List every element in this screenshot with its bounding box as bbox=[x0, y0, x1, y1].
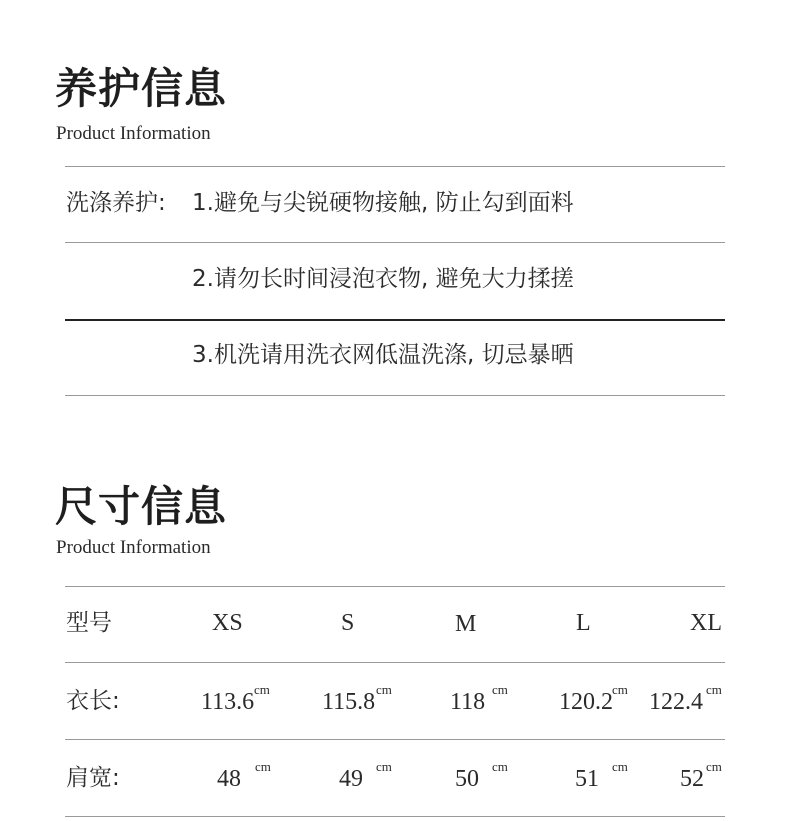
length-unit-l: cm bbox=[612, 682, 628, 697]
shoulder-row-label: 肩宽: bbox=[66, 765, 120, 791]
care-item-3: 3.机洗请用洗衣网低温洗涤, 切忌暴晒 bbox=[192, 342, 574, 368]
length-value-xl: 122.4 bbox=[649, 689, 703, 715]
size-header-m: M bbox=[455, 611, 477, 637]
shoulder-unit-s: cm bbox=[376, 759, 392, 774]
size-section-title: 尺寸信息 bbox=[55, 482, 228, 531]
shoulder-unit-xl: cm bbox=[706, 759, 722, 774]
length-value-s: 115.8 bbox=[322, 689, 376, 715]
size-header-xs: XS bbox=[212, 610, 243, 636]
shoulder-value-xl: 52 bbox=[680, 766, 704, 792]
length-row-label: 衣长: bbox=[66, 688, 120, 714]
shoulder-unit-xs: cm bbox=[255, 759, 271, 774]
length-unit-s: cm bbox=[376, 682, 392, 697]
size-header-label: 型号 bbox=[66, 610, 112, 636]
size-table-divider-bottom bbox=[65, 816, 725, 817]
length-unit-m: cm bbox=[492, 682, 508, 697]
care-item-1: 1.避免与尖锐硬物接触, 防止勾到面料 bbox=[192, 190, 574, 216]
length-value-m: 118 bbox=[450, 689, 486, 715]
shoulder-value-s: 49 bbox=[339, 766, 363, 792]
length-unit-xs: cm bbox=[254, 682, 270, 697]
care-divider-1 bbox=[65, 242, 725, 243]
length-value-l: 120.2 bbox=[559, 689, 613, 715]
length-unit-xl: cm bbox=[706, 682, 722, 697]
care-divider-bottom bbox=[65, 395, 725, 396]
care-label: 洗涤养护: bbox=[66, 190, 166, 216]
size-header-l: L bbox=[576, 610, 591, 636]
shoulder-value-m: 50 bbox=[455, 766, 479, 792]
shoulder-unit-m: cm bbox=[492, 759, 508, 774]
care-section-subtitle: Product Information bbox=[56, 123, 211, 144]
size-section-subtitle: Product Information bbox=[56, 537, 211, 558]
care-item-2: 2.请勿长时间浸泡衣物, 避免大力揉搓 bbox=[192, 266, 574, 292]
care-section-title: 养护信息 bbox=[55, 64, 228, 113]
size-header-s: S bbox=[341, 610, 355, 636]
shoulder-value-l: 51 bbox=[575, 766, 599, 792]
care-divider-2 bbox=[65, 319, 725, 321]
size-table-divider-2 bbox=[65, 739, 725, 740]
shoulder-value-xs: 48 bbox=[217, 766, 241, 792]
size-header-xl: XL bbox=[690, 610, 722, 636]
size-table-divider-top bbox=[65, 586, 725, 587]
size-table-divider-1 bbox=[65, 662, 725, 663]
length-value-xs: 113.6 bbox=[201, 689, 255, 715]
care-divider-top bbox=[65, 166, 725, 167]
shoulder-unit-l: cm bbox=[612, 759, 628, 774]
